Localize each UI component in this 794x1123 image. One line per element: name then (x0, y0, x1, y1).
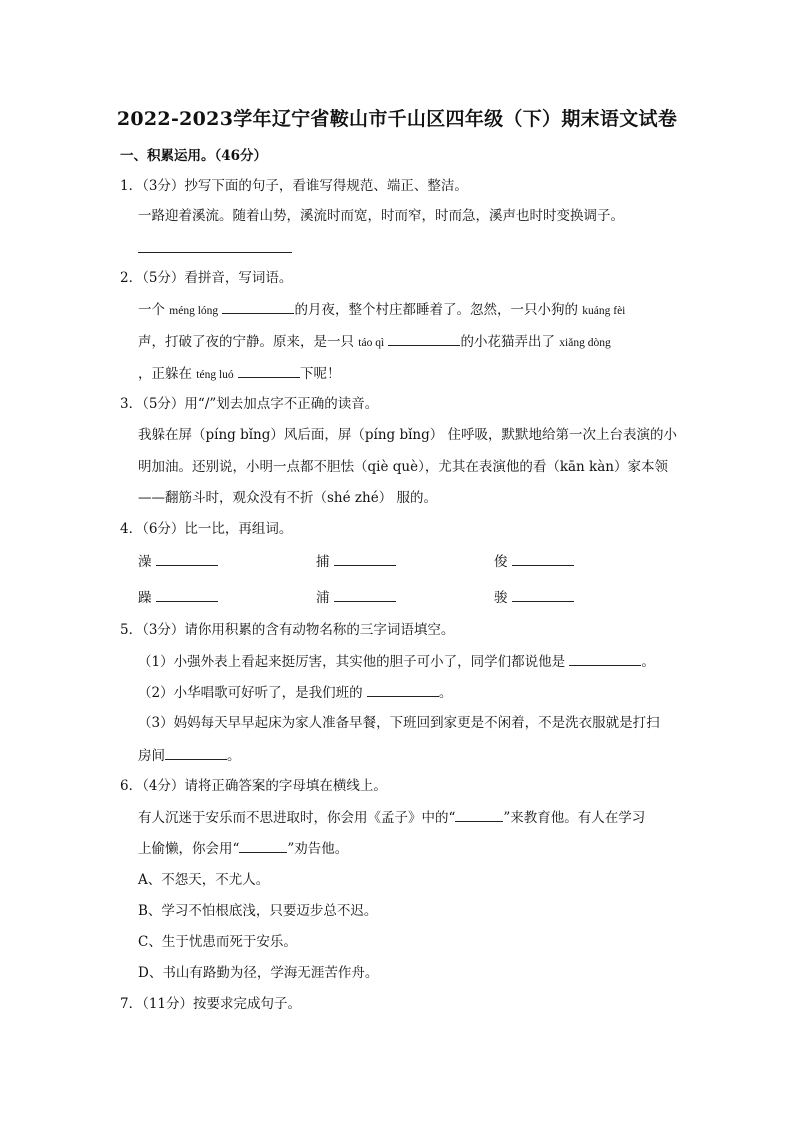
answer-blank[interactable] (222, 299, 294, 314)
section-1-heading: 一、积累运用。（46分） (120, 148, 268, 164)
answer-blank[interactable] (334, 587, 396, 602)
q4-item: 骏 (494, 587, 574, 608)
q2-line-2: 声，打破了夜的宁静。原来，是一只 táo qì 的小花猫弄出了 xiǎng dòng (138, 331, 611, 353)
answer-blank[interactable] (569, 651, 641, 666)
q2-line-1: 一个 méng lóng 的月夜，整个村庄都睡着了。忽然，一只小狗的 kuáng fèi (138, 299, 625, 321)
q6-line-2: 上偷懒，你会用“ ”劝告他。 (138, 838, 348, 859)
q6-option-d: D、书山有路勤为径，学海无涯苦作舟。 (138, 965, 379, 981)
q5-sentence-3b: 房间 。 (138, 745, 241, 766)
q6-option-a: A、不怨天，不尤人。 (138, 872, 270, 888)
q6-option-b: B、学习不怕根底浅，只要迈步总不迟。 (138, 903, 378, 919)
q5-sentence-1: （1）小强外表上看起来挺厉害，其实他的胆子可小了，同学们都说他是 。 (138, 651, 655, 672)
pinyin: táo qì (358, 337, 385, 349)
q1-sentence: 一路迎着溪流。随着山势，溪流时而宽，时而窄，时而急，溪声也时时变换调子。 (138, 208, 624, 224)
answer-blank[interactable] (455, 807, 503, 822)
pinyin: méng lóng (169, 305, 219, 317)
q5-sentence-3a: （3）妈妈每天早早起床为家人准备早餐，下班回到家更是不闲着，不是洗衣服就是打扫 (138, 715, 660, 731)
answer-blank[interactable] (239, 838, 287, 853)
q6-stem: 6．（4分）请将正确答案的字母填在横线上。 (120, 778, 387, 794)
answer-blank[interactable] (238, 363, 300, 378)
q1-stem: 1．（3分）抄写下面的句子，看谁写得规范、端正、整洁。 (120, 178, 468, 194)
answer-blank[interactable] (334, 551, 396, 566)
q2-line-3: ，正躲在 téng luó 下呢！ (138, 363, 340, 385)
answer-blank[interactable] (512, 587, 574, 602)
q2-stem: 2．（5分）看拼音，写词语。 (120, 270, 293, 286)
q4-item: 俊 (494, 551, 574, 572)
q5-stem: 5．（3分）请你用积累的含有动物名称的三字词语填空。 (120, 622, 455, 638)
q6-option-c: C、生于忧患而死于安乐。 (138, 934, 297, 950)
q4-stem: 4．（6分）比一比，再组词。 (120, 521, 293, 537)
q4-item: 捕 (316, 551, 396, 572)
q4-item: 躁 (138, 587, 218, 608)
q3-line-3: ——翻筋斗时，观众没有不折（shé zhé） 服的。 (138, 490, 437, 506)
q1-answer-line (138, 252, 292, 253)
q5-sentence-2: （2）小华唱歌可好听了，是我们班的 。 (138, 682, 452, 703)
answer-blank[interactable] (512, 551, 574, 566)
answer-blank[interactable] (367, 682, 439, 697)
q3-line-2: 明加油。还别说，小明一点都不胆怯（qiè què），尤其在表演他的看（kān kàn）家本领 (138, 459, 668, 475)
pinyin: kuáng fèi (582, 305, 626, 317)
answer-blank[interactable] (388, 331, 460, 346)
q3-line-1: 我躲在屏（píng bǐng）风后面，屏（píng bǐng） 住呼吸，默默地给第一次上台表演的小 (138, 427, 678, 443)
pinyin: xiǎng dòng (559, 337, 611, 349)
answer-blank[interactable] (156, 587, 218, 602)
q4-item: 浦 (316, 587, 396, 608)
exam-title: 2022-2023学年辽宁省鞍山市千山区四年级（下）期末语文试卷 (116, 108, 678, 130)
q7-stem: 7．（11分）按要求完成句子。 (120, 996, 302, 1012)
answer-blank[interactable] (156, 551, 218, 566)
q3-stem: 3．（5分）用“/”划去加点字不正确的读音。 (120, 396, 379, 412)
q4-item: 澡 (138, 551, 218, 572)
answer-blank[interactable] (165, 745, 227, 760)
q6-line-1: 有人沉迷于安乐而不思进取时，你会用《孟子》中的“ ”来教育他。有人在学习 (138, 807, 645, 828)
pinyin: téng luó (196, 369, 234, 381)
